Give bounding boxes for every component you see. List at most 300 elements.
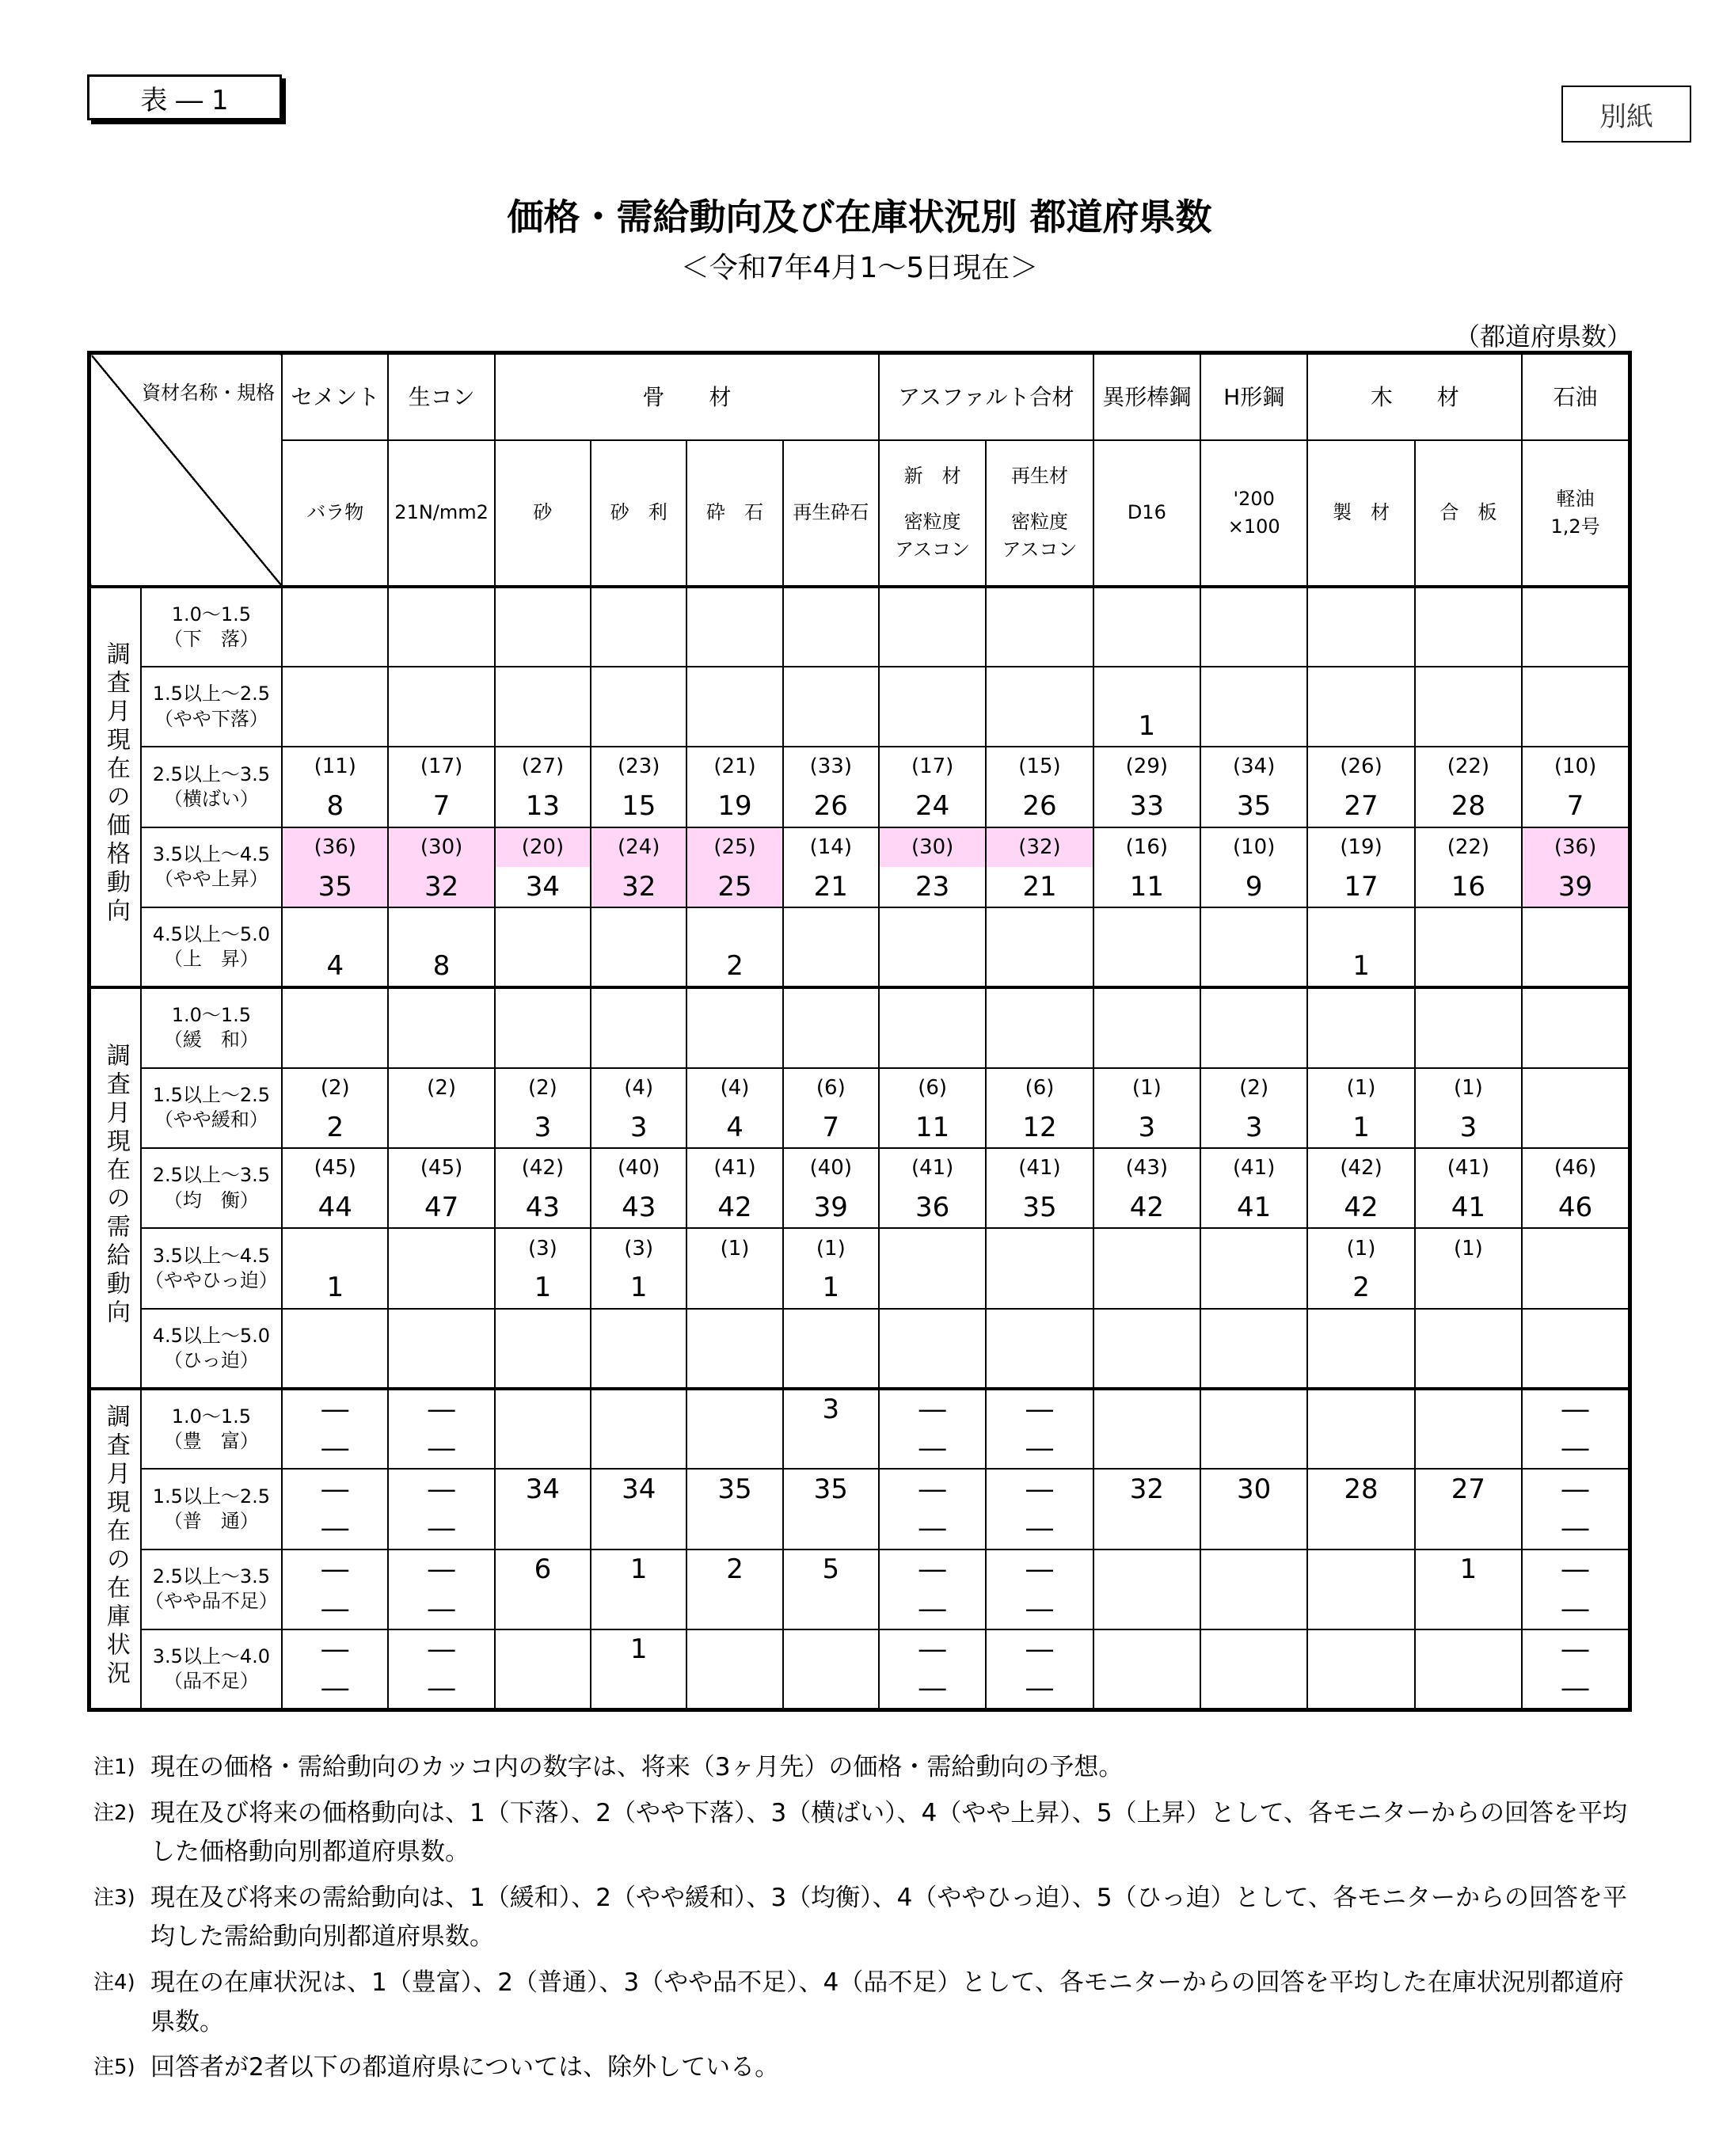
forecast-value: ― [1025, 1633, 1053, 1666]
data-cell [783, 1550, 879, 1629]
forecast-value: ― [918, 1394, 946, 1426]
forecast-value: (41) [1447, 1156, 1490, 1181]
table-number-label: 表 ― 1 [87, 74, 282, 120]
forecast-value: (36) [1554, 835, 1597, 859]
current-value [283, 1348, 387, 1387]
data-cell [1200, 1389, 1307, 1469]
data-cell [282, 747, 388, 827]
forecast-value: (27) [521, 755, 565, 779]
data-cell [1522, 1148, 1630, 1228]
forecast-value [1416, 1390, 1521, 1429]
forecast-value [283, 667, 387, 707]
data-cell [686, 1629, 782, 1710]
current-value [1523, 1108, 1628, 1147]
column-spec-header: 再生砕石 [783, 440, 879, 587]
data-cell [1522, 1550, 1630, 1629]
current-value [687, 1028, 782, 1067]
forecast-value: ― [1025, 1473, 1053, 1505]
data-cell [282, 1068, 388, 1148]
data-cell [388, 1629, 494, 1710]
forecast-value: (1) [1453, 1075, 1483, 1100]
forecast-value [283, 989, 387, 1028]
forecast-value: 1 [629, 1633, 648, 1666]
current-value: 42 [717, 1192, 752, 1224]
column-group-header: アスファルト合材 [879, 353, 1093, 440]
data-cell [1200, 987, 1307, 1067]
data-cell [1200, 1228, 1307, 1308]
current-value: 4 [326, 950, 344, 983]
current-value: ― [1025, 1672, 1053, 1705]
current-value [880, 1028, 985, 1067]
current-value [1523, 1268, 1628, 1308]
current-value [1416, 1669, 1521, 1708]
data-cell [591, 1068, 686, 1148]
current-value: 34 [525, 870, 561, 903]
current-value: 7 [822, 1111, 840, 1143]
row-label: 2.5以上～3.5 （横ばい） [141, 747, 282, 827]
current-value [591, 1028, 686, 1067]
current-value [1094, 1669, 1200, 1708]
forecast-value [1201, 1390, 1306, 1429]
data-cell [1522, 1068, 1630, 1148]
column-spec-header: 軽油 1,2号 [1522, 440, 1630, 587]
data-cell [986, 1068, 1093, 1148]
current-value: 41 [1451, 1192, 1486, 1224]
forecast-value [591, 908, 686, 947]
data-cell [388, 907, 494, 987]
current-value: 28 [1451, 790, 1486, 823]
column-spec-header: '200 ×100 [1200, 440, 1307, 587]
current-value: 39 [1557, 870, 1593, 903]
forecast-value [283, 1229, 387, 1268]
data-cell [986, 1148, 1093, 1228]
current-value: 27 [1344, 790, 1379, 823]
current-value [880, 1268, 985, 1308]
data-cell [282, 907, 388, 987]
column-group-header: 骨 材 [495, 353, 879, 440]
current-value [1308, 1589, 1413, 1629]
forecast-value: (41) [713, 1156, 756, 1181]
data-cell [282, 587, 388, 667]
forecast-value: 32 [1129, 1473, 1164, 1505]
data-cell [1415, 1068, 1522, 1148]
data-cell [686, 987, 782, 1067]
current-value [283, 1028, 387, 1067]
forecast-value: (21) [713, 755, 756, 779]
row-label: 1.5以上～2.5 （やや下落） [141, 667, 282, 747]
current-value: ― [918, 1592, 946, 1625]
current-value [1094, 1589, 1200, 1629]
row-label: 1.5以上～2.5 （やや緩和） [141, 1068, 282, 1148]
forecast-value [1416, 1310, 1521, 1348]
data-cell [1200, 1148, 1307, 1228]
data-cell [1093, 747, 1200, 827]
data-cell [495, 667, 591, 747]
current-value: 32 [424, 870, 459, 903]
column-spec-header: 21N/mm2 [388, 440, 494, 587]
data-cell [1415, 1309, 1522, 1389]
current-value [1308, 1028, 1413, 1067]
current-value [283, 707, 387, 747]
current-value: 11 [915, 1111, 950, 1143]
data-cell [986, 587, 1093, 667]
forecast-value: 1 [629, 1553, 648, 1586]
current-value [591, 1429, 686, 1468]
forecast-value [1201, 908, 1306, 947]
current-value [283, 627, 387, 666]
forecast-value [687, 1630, 782, 1669]
current-value [784, 1348, 878, 1387]
current-value [987, 1028, 1092, 1067]
current-value: 42 [1129, 1192, 1164, 1224]
data-cell [282, 1389, 388, 1469]
forecast-value [1523, 1229, 1628, 1268]
current-value: 43 [622, 1192, 656, 1224]
forecast-value [1308, 1390, 1413, 1429]
current-value: 8 [432, 950, 451, 983]
row-label: 1.0～1.5 （豊 富） [141, 1389, 282, 1469]
forecast-value: (4) [624, 1075, 654, 1100]
section-label-inventory [89, 1389, 141, 1710]
forecast-value: 34 [525, 1473, 561, 1505]
forecast-value [987, 1310, 1092, 1348]
data-cell [388, 1228, 494, 1308]
forecast-value: (1) [1346, 1236, 1376, 1261]
forecast-value: (42) [1340, 1156, 1382, 1181]
footnote-text: 現在の価格・需給動向のカッコ内の数字は、将来（3ヶ月先）の価格・需給動向の予想。 [150, 1753, 1124, 1781]
current-value: 8 [326, 790, 344, 823]
data-cell [388, 1550, 494, 1629]
current-value [389, 1028, 493, 1067]
forecast-value: (6) [816, 1075, 846, 1100]
data-cell [879, 1309, 986, 1389]
data-cell [1093, 1389, 1200, 1469]
data-cell [1415, 587, 1522, 667]
data-cell [1200, 827, 1307, 907]
current-value: ― [428, 1512, 455, 1545]
current-value [987, 947, 1092, 986]
current-value: 2 [326, 1111, 344, 1143]
data-cell [388, 1148, 494, 1228]
footnote [93, 1879, 1645, 1957]
current-value: 41 [1237, 1192, 1272, 1224]
current-value: 26 [813, 790, 848, 823]
row-label: 3.5以上～4.5 （やや上昇） [141, 827, 282, 907]
forecast-value: 5 [822, 1553, 840, 1586]
current-value: 1 [534, 1272, 552, 1304]
data-cell [986, 1389, 1093, 1469]
data-cell [879, 747, 986, 827]
current-value [987, 627, 1092, 666]
attachment-label: 別紙 [1561, 86, 1691, 143]
data-cell [1522, 1309, 1630, 1389]
forecast-value: (22) [1447, 755, 1490, 779]
current-value: 36 [915, 1192, 950, 1224]
forecast-value: (1) [1131, 1075, 1162, 1100]
current-value: ― [428, 1592, 455, 1625]
forecast-value [496, 1630, 590, 1669]
data-cell [1415, 667, 1522, 747]
forecast-value [987, 667, 1092, 707]
data-cell [1415, 1148, 1522, 1228]
forecast-value [784, 1630, 878, 1669]
forecast-value: ― [428, 1473, 455, 1505]
forecast-value: (24) [618, 835, 660, 859]
data-cell [1307, 1389, 1414, 1469]
current-value: 21 [1022, 870, 1057, 903]
current-value [1308, 707, 1413, 747]
data-cell [495, 1389, 591, 1469]
forecast-value [389, 908, 493, 947]
forecast-value: (41) [1233, 1156, 1276, 1181]
current-value: 11 [1129, 870, 1164, 903]
current-value: 43 [525, 1192, 561, 1224]
forecast-value: (2) [427, 1075, 457, 1100]
current-value: 21 [813, 870, 848, 903]
data-cell [1093, 1068, 1200, 1148]
forecast-value [496, 1390, 590, 1429]
data-cell [1307, 1309, 1414, 1389]
current-value [987, 707, 1092, 747]
current-value [591, 627, 686, 666]
current-value: ― [1561, 1512, 1589, 1545]
forecast-value: (16) [1125, 835, 1169, 859]
data-cell [495, 907, 591, 987]
current-value [687, 707, 782, 747]
data-cell [495, 1469, 591, 1549]
data-cell [1307, 907, 1414, 987]
forecast-value [880, 1310, 985, 1348]
data-cell [986, 827, 1093, 907]
data-cell [495, 1148, 591, 1228]
data-cell [783, 987, 879, 1067]
forecast-value [1308, 908, 1413, 947]
section-label-text: 調査月現在の需給動向 [101, 1043, 130, 1329]
forecast-value [496, 1310, 590, 1348]
forecast-value: ― [1561, 1473, 1589, 1505]
data-cell [783, 587, 879, 667]
forecast-value [880, 588, 985, 627]
forecast-value [1308, 588, 1413, 627]
forecast-value: (45) [314, 1156, 356, 1181]
forecast-value: (45) [420, 1156, 463, 1181]
current-value: 24 [915, 790, 950, 823]
current-value [1308, 1509, 1413, 1549]
forecast-value [591, 588, 686, 627]
forecast-value: ― [1025, 1394, 1053, 1426]
column-group-header: 石油 [1522, 353, 1630, 440]
current-value [1201, 1429, 1306, 1468]
current-value: 2 [1352, 1272, 1370, 1304]
current-value [1308, 1669, 1413, 1708]
data-cell [1093, 987, 1200, 1067]
data-cell [879, 587, 986, 667]
current-value: 1 [629, 1272, 648, 1304]
current-value [496, 1348, 590, 1387]
data-cell [1522, 827, 1630, 907]
current-value: ― [1025, 1512, 1053, 1545]
forecast-value [1201, 588, 1306, 627]
data-cell [986, 747, 1093, 827]
data-cell [879, 1228, 986, 1308]
footnote [93, 2048, 1645, 2088]
forecast-value [591, 1390, 686, 1429]
data-cell [1200, 667, 1307, 747]
forecast-value: (17) [420, 755, 463, 779]
data-cell [591, 987, 686, 1067]
current-value [1523, 1028, 1628, 1067]
data-cell [1522, 1629, 1630, 1710]
data-cell [1522, 907, 1630, 987]
current-value [1201, 947, 1306, 986]
forecast-value: ― [918, 1473, 946, 1505]
data-cell [686, 1469, 782, 1549]
forecast-value [1523, 667, 1628, 707]
current-value: 1 [326, 1272, 344, 1304]
forecast-value [1094, 1229, 1200, 1268]
data-cell [1307, 667, 1414, 747]
forecast-value: ― [1561, 1633, 1589, 1666]
data-cell [686, 747, 782, 827]
current-value: 1 [822, 1272, 840, 1304]
data-cell [783, 1068, 879, 1148]
forecast-value: (30) [880, 828, 985, 868]
forecast-value: (42) [521, 1156, 565, 1181]
statistics-table [87, 351, 1632, 1712]
forecast-value: ― [321, 1553, 349, 1586]
forecast-value: (4) [720, 1075, 750, 1100]
forecast-value [687, 908, 782, 947]
data-cell [879, 667, 986, 747]
row-label: 3.5以上～4.5 （ややひっ迫） [141, 1228, 282, 1308]
forecast-value: 6 [534, 1553, 552, 1586]
current-value [784, 707, 878, 747]
current-value: 4 [726, 1111, 744, 1143]
forecast-value: (30) [420, 835, 463, 859]
column-spec-header: 合 板 [1415, 440, 1522, 587]
forecast-value [1308, 1550, 1413, 1590]
data-cell [879, 1068, 986, 1148]
forecast-value: 34 [622, 1473, 656, 1505]
current-value [496, 1509, 590, 1549]
forecast-value [389, 588, 493, 627]
page-subtitle: ＜令和7年4月1～5日現在＞ [680, 252, 1039, 284]
forecast-value: ― [321, 1394, 349, 1426]
current-value: 3 [1245, 1111, 1263, 1143]
data-cell [1093, 1550, 1200, 1629]
current-value [1094, 1348, 1200, 1387]
forecast-value: 3 [822, 1394, 840, 1426]
current-value [784, 1589, 878, 1629]
data-cell [388, 1389, 494, 1469]
section-label-text: 調査月現在の価格動向 [101, 641, 130, 927]
current-value [1308, 1348, 1413, 1387]
data-cell [1415, 747, 1522, 827]
forecast-value [496, 667, 590, 707]
data-cell [783, 667, 879, 747]
current-value: 7 [1566, 790, 1584, 823]
current-value [784, 1669, 878, 1708]
forecast-value [784, 588, 878, 627]
current-value: 32 [622, 870, 656, 903]
data-cell [1093, 1228, 1200, 1308]
forecast-value [389, 1310, 493, 1348]
data-cell [282, 1148, 388, 1228]
current-value: 35 [318, 870, 352, 903]
forecast-value [687, 1310, 782, 1348]
forecast-value [1201, 1630, 1306, 1669]
forecast-value [687, 1390, 782, 1429]
forecast-value [1308, 989, 1413, 1028]
forecast-value [496, 908, 590, 947]
current-value [784, 1028, 878, 1067]
footnote-text: 回答者が2者以下の都道府県については、除外している。 [150, 2053, 780, 2082]
current-value [591, 1669, 686, 1708]
data-cell [1200, 1309, 1307, 1389]
data-cell [282, 1228, 388, 1308]
data-cell [686, 1068, 782, 1148]
current-value: 25 [717, 870, 752, 903]
row-label: 4.5以上～5.0 （上 昇） [141, 907, 282, 987]
forecast-value [784, 1310, 878, 1348]
data-cell [1200, 1068, 1307, 1148]
data-cell [1415, 907, 1522, 987]
current-value [1523, 1348, 1628, 1387]
forecast-value [1201, 1310, 1306, 1348]
forecast-value [1094, 1390, 1200, 1429]
row-label: 4.5以上～5.0 （ひっ迫） [141, 1309, 282, 1389]
forecast-value [283, 588, 387, 627]
data-cell [388, 827, 494, 907]
current-value [591, 1348, 686, 1387]
forecast-value [687, 989, 782, 1028]
data-cell [783, 1228, 879, 1308]
current-value [591, 947, 686, 986]
forecast-value [1094, 588, 1200, 627]
forecast-value: 2 [726, 1553, 744, 1586]
forecast-value: (1) [1346, 1075, 1376, 1100]
current-value [687, 1268, 782, 1308]
forecast-value [591, 989, 686, 1028]
current-value [1416, 1028, 1521, 1067]
column-spec-header: 新 材 密粒度 アスコン [879, 440, 986, 587]
page-title: 価格・需給動向及び在庫状況別 都道府県数 [507, 196, 1212, 238]
forecast-value [1201, 1550, 1306, 1590]
forecast-value: 27 [1451, 1473, 1486, 1505]
forecast-value [389, 989, 493, 1028]
current-value [1523, 947, 1628, 986]
current-value [987, 1348, 1092, 1387]
current-value: ― [428, 1672, 455, 1705]
forecast-value: (36) [314, 835, 356, 859]
current-value: 35 [1237, 790, 1272, 823]
current-value [496, 1028, 590, 1067]
column-spec-header: 製 材 [1307, 440, 1414, 587]
data-cell [1200, 907, 1307, 987]
data-cell [1093, 1469, 1200, 1549]
current-value [1416, 1589, 1521, 1629]
current-value [1201, 707, 1306, 747]
column-group-header: 生コン [388, 353, 494, 440]
forecast-value [987, 908, 1092, 947]
data-cell [1307, 1629, 1414, 1710]
data-cell [1307, 1550, 1414, 1629]
current-value: ― [321, 1432, 349, 1465]
forecast-value: (15) [1018, 755, 1061, 779]
data-cell [495, 1629, 591, 1710]
data-cell [986, 907, 1093, 987]
data-cell [1522, 747, 1630, 827]
